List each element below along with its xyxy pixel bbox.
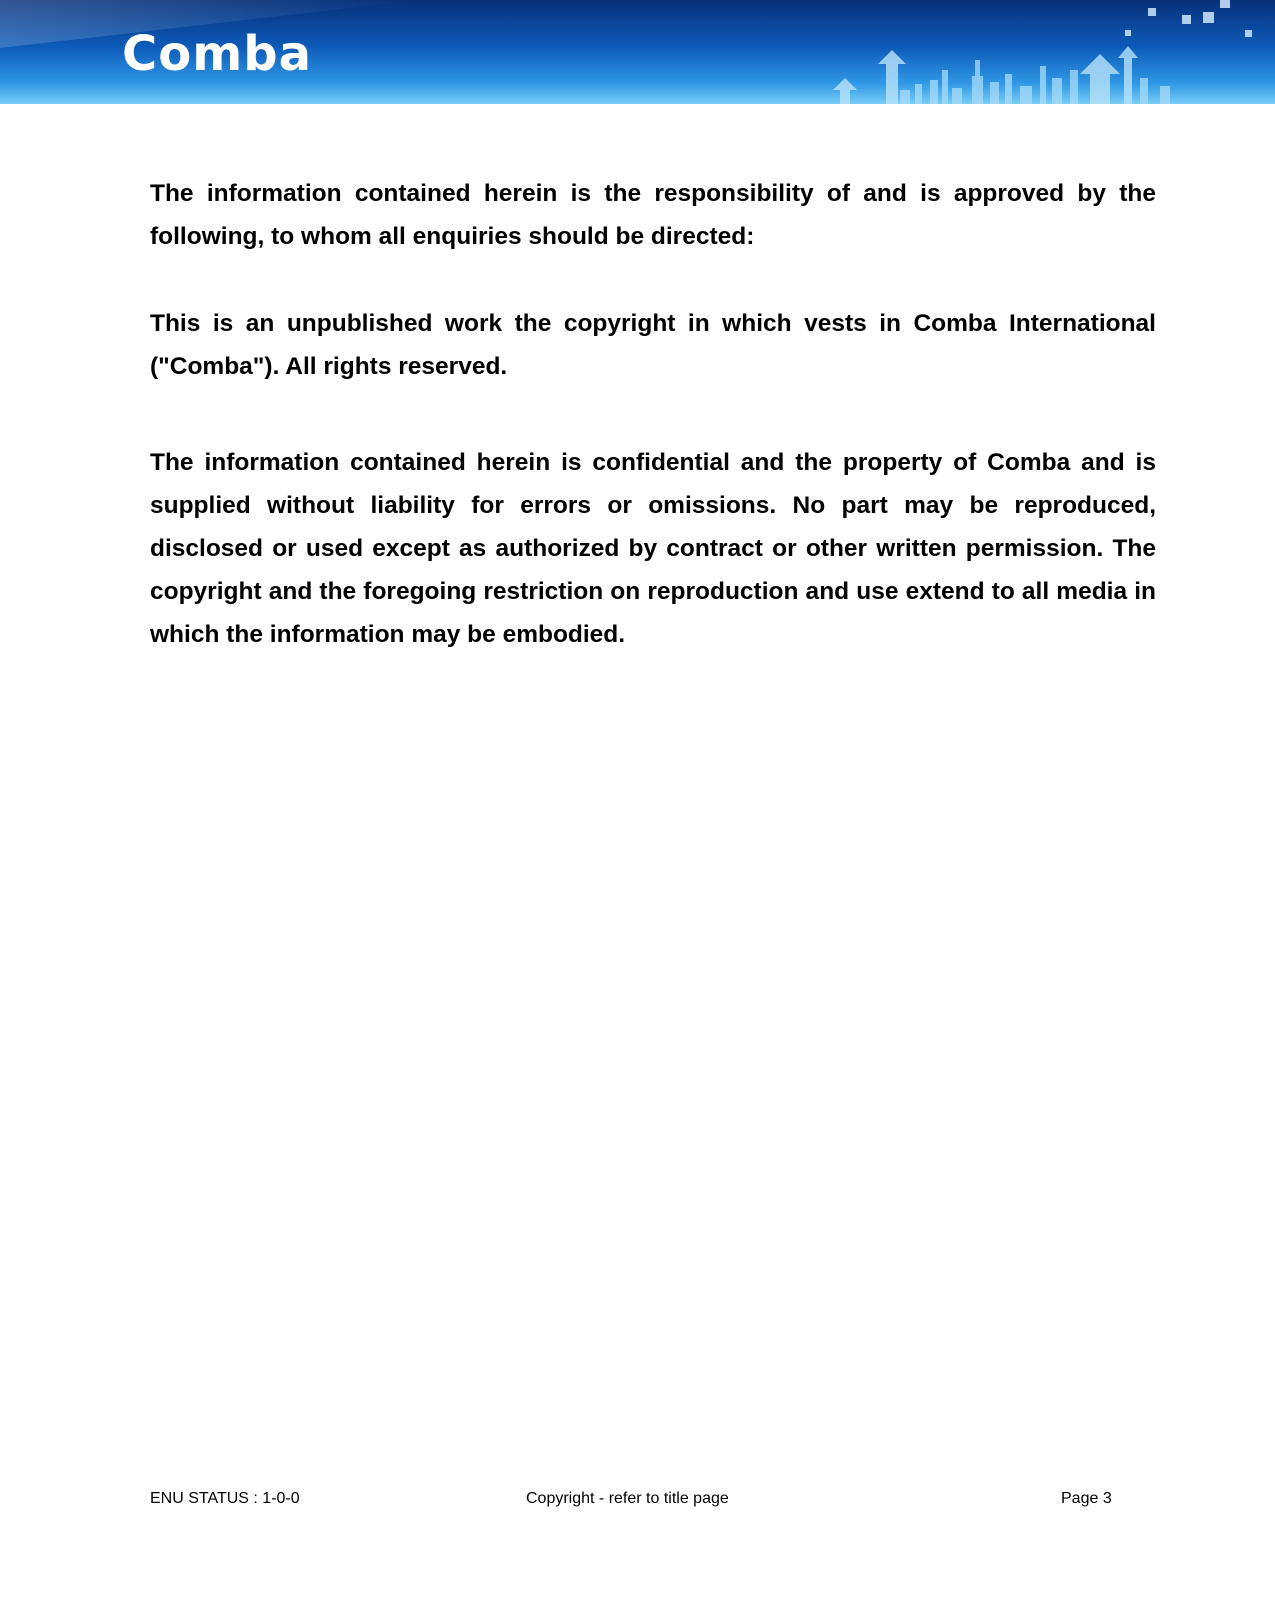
header-banner bbox=[0, 0, 1275, 104]
copyright-paragraph: This is an unpublished work the copyright in which vests in Comba International ("Comba"). All rights reserved. bbox=[150, 310, 1156, 380]
responsibility-paragraph: The information contained herein is the responsibility of and is approved by the following, to whom all enquiries should be directed: bbox=[150, 180, 1156, 250]
comba-logo: Comba bbox=[122, 26, 312, 82]
footer-copyright: Copyright - refer to title page bbox=[526, 1490, 729, 1507]
footer-page-number: Page 3 bbox=[1061, 1490, 1112, 1507]
footer-status: ENU STATUS : 1-0-0 bbox=[150, 1490, 300, 1507]
banner-graphic bbox=[0, 0, 1275, 104]
confidentiality-paragraph: The information contained herein is confidential and the property of Comba and is supplied without liability for errors or omissions. No part may be reproduced, disclosed or used except as authorized by contract or other written permission. The copyright and the foregoing restriction on reproduction and use extend to all media in which the information may be embodied. bbox=[150, 449, 1156, 648]
page-footer bbox=[0, 1487, 1275, 1511]
document-body bbox=[150, 172, 1156, 656]
